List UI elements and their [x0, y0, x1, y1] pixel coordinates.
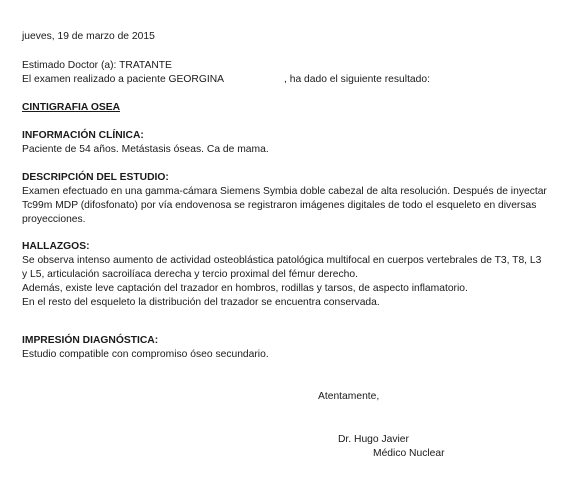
study-description-heading: DESCRIPCIÓN DEL ESTUDIO:	[22, 172, 169, 183]
study-description-line: Tc99m MDP (difosfonato) por vía endovenosa se registraron imágenes digitales de todo el esqueleto en diversas	[22, 200, 537, 211]
impression-heading: IMPRESIÓN DIAGNÓSTICA:	[22, 335, 159, 346]
clinical-info-body	[22, 143, 552, 157]
intro-text-continued: , ha dado el siguiente resultado:	[284, 74, 430, 85]
findings-line: y L5, articulación sacroilíaca derecha y tercio proximal del fémur derecho.	[22, 269, 358, 280]
study-description-line: proyecciones.	[22, 214, 86, 225]
salutation: Estimado Doctor (a): TRATANTE	[22, 60, 172, 71]
impression-line: Estudio compatible con compromiso óseo secundario.	[22, 349, 269, 360]
signature-title: Médico Nuclear	[373, 448, 445, 459]
impression-body	[22, 348, 552, 362]
findings-line: Además, existe leve captación del trazador en hombros, rodillas y tarsos, de aspecto inflamatorio.	[22, 283, 468, 294]
study-description-line: Examen efectuado en una gamma-cámara Siemens Symbia doble cabezal de alta resolución. Después de inyectar	[22, 186, 547, 197]
findings-body	[22, 254, 552, 310]
findings-heading: HALLAZGOS:	[22, 241, 90, 252]
findings-line: Se observa intenso aumento de actividad osteoblástica patológica multifocal en cuerpos vertebrales de T3, T8, L3	[22, 255, 542, 266]
findings-line: En el resto del esqueleto la distribución del trazador se encuentra conservada.	[22, 297, 380, 308]
clinical-info-line: Paciente de 54 años. Metástasis óseas. Ca de mama.	[22, 144, 269, 155]
closing: Atentamente,	[318, 391, 380, 402]
study-description-body	[22, 185, 552, 227]
report-date: jueves, 19 de marzo de 2015	[22, 31, 155, 42]
signature-name: Dr. Hugo Javier	[338, 434, 409, 445]
study-title: CINTIGRAFIA OSEA	[22, 102, 121, 113]
intro-text: El examen realizado a paciente GEORGINA	[22, 74, 225, 85]
clinical-info-heading: INFORMACIÓN CLÍNICA:	[22, 130, 144, 141]
